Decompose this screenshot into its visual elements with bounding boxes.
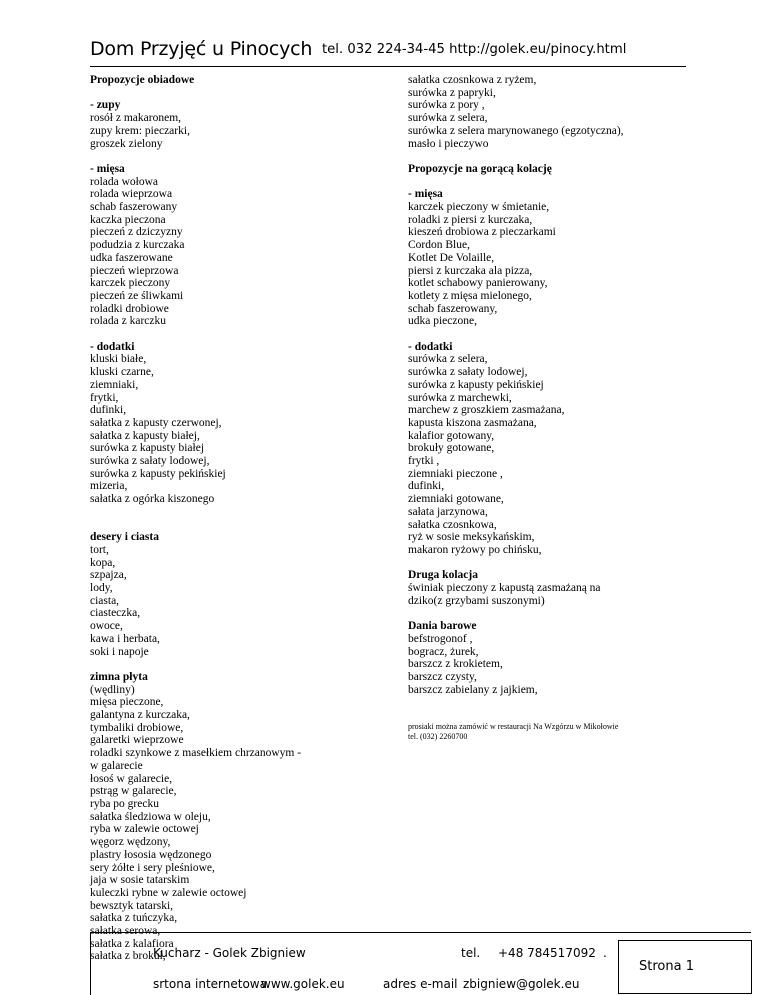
menu-item: surówka z papryki, (408, 86, 496, 99)
sides-heading: - dodatki (90, 340, 135, 353)
menu-item: kluski białe, (90, 353, 147, 366)
header-contact: tel. 032 224-34-45 http://golek.eu/pinocy.html (322, 42, 627, 57)
menu-item: kaczka pieczona (90, 213, 166, 226)
menu-item: pieczeń ze śliwkami (90, 289, 184, 302)
menu-item: Cordon Blue, (408, 239, 470, 252)
page-number-box (618, 940, 752, 994)
menu-item: frytki , (408, 455, 440, 468)
menu-item: karczek pieczony (90, 277, 171, 290)
meats-list (90, 176, 390, 328)
menu-item: frytki, (90, 391, 119, 404)
menu-item: piersi z kurczaka ala pizza, (408, 264, 533, 277)
footer-tel-label: tel. (461, 946, 481, 960)
menu-item: galantyna z kurczaka, (90, 709, 190, 722)
menu-item: sałatka z ogórka kiszonego (90, 493, 215, 506)
menu-item: kuleczki rybne w zalewie octowej (90, 886, 247, 899)
supper-sides-list (408, 353, 698, 556)
sides-list (90, 353, 390, 505)
menu-item: karczek pieczony w śmietanie, (408, 201, 550, 213)
bar-dishes-heading: Dania barowe (408, 620, 477, 633)
supper-sides-heading: - dodatki (408, 340, 453, 353)
menu-item: tort, (90, 543, 109, 556)
menu-item: lody, (90, 582, 113, 595)
menu-item: ryż w sosie meksykańskim, (408, 531, 535, 544)
menu-item: schab faszerowany (90, 201, 178, 213)
menu-item: roladki drobiowe (90, 302, 169, 315)
menu-item: kawa i herbata, (90, 632, 160, 645)
header-title: Dom Przyjęć u Pinocych (90, 38, 313, 60)
menu-item: surówka z selera, (408, 112, 488, 125)
menu-item: w galarecie (90, 759, 143, 772)
menu-item: sałatka serowa, (90, 925, 161, 938)
soups-list (90, 112, 390, 150)
menu-item: kotlet schabowy panierowany, (408, 277, 548, 290)
menu-item: kapusta kiszona zasmażana, (408, 416, 537, 429)
menu-item: rolada wieprzowa (90, 188, 173, 201)
menu-item: sery żółte i sery pleśniowe, (90, 861, 215, 874)
footer-chef: Kucharz - Golek Zbigniew (153, 946, 306, 960)
menu-item: plastry łososia wędzonego (90, 848, 212, 861)
menu-item: barszcz z krokietem, (408, 658, 503, 671)
menu-item: surówka z sałaty lodowej, (90, 455, 210, 468)
menu-item: surówka z kapusty pekińskiej (90, 467, 226, 480)
menu-item: roladki z piersi z kurczaka, (408, 213, 533, 226)
menu-item: ziemniaki pieczone , (408, 467, 503, 480)
menu-item: udka pieczone, (408, 315, 477, 328)
meats-heading: - mięsa (90, 162, 125, 175)
menu-item: galaretki wieprzowe (90, 734, 184, 747)
menu-item: ciasta, (90, 594, 120, 607)
menu-item: łosoś w galarecie, (90, 772, 173, 785)
cold-plate-heading: zimna płyta (90, 670, 148, 683)
menu-item: tymbaliki drobiowe, (90, 721, 184, 734)
menu-item: kotlety z mięsa mielonego, (408, 289, 532, 302)
second-supper-heading: Druga kolacja (408, 569, 478, 582)
menu-item: groszek zielony (90, 137, 163, 150)
menu-item: surówka z kapusty pekińskiej (408, 378, 544, 391)
menu-item: tel. (032) 2260700 (408, 731, 468, 741)
menu-item: makaron ryżowy po chińsku, (408, 543, 542, 556)
footer-dot: . (603, 946, 607, 960)
menu-item: surówka z selera marynowanego (egzotyczna), (408, 124, 624, 137)
menu-item: sałatka czosnkowa z ryżem, (408, 74, 537, 86)
desserts-list (90, 544, 390, 658)
footer-site[interactable]: www.golek.eu (261, 977, 345, 991)
menu-item: Kotlet De Volaille, (408, 251, 495, 264)
menu-item: bogracz, żurek, (408, 645, 479, 658)
menu-item: soki i napoje (90, 645, 149, 658)
menu-item: pstrąg w galarecie, (90, 785, 177, 798)
menu-item: surówka z sałaty lodowej, (408, 366, 528, 379)
menu-item: mizeria, (90, 480, 128, 493)
menu-item: surówka z kapusty białej (90, 442, 205, 455)
soups-heading: - zupy (90, 99, 121, 112)
menu-item: sałatka z kapusty białej, (90, 429, 200, 442)
menu-item: rosół z makaronem, (90, 112, 182, 125)
page-header (90, 38, 686, 67)
menu-item: kalafior gotowany, (408, 429, 495, 442)
menu-item: bewsztyk tatarski, (90, 899, 174, 912)
menu-item: ziemniaki, (90, 378, 139, 391)
menu-item: befstrogonof , (408, 632, 473, 645)
menu-item: sałatka śledziowa w oleju, (90, 810, 211, 823)
menu-item: ryba w zalewie octowej (90, 823, 199, 836)
footer-email[interactable]: zbigniew@golek.eu (463, 977, 580, 991)
pig-order-note (408, 722, 698, 742)
menu-item: surówka z marchewki, (408, 391, 512, 404)
menu-item: kieszeń drobiowa z pieczarkami (408, 226, 556, 239)
menu-item: zupy krem: pieczarki, (90, 124, 190, 137)
menu-item: pieczeń wieprzowa (90, 264, 179, 277)
menu-item: dufinki, (408, 480, 445, 493)
menu-item: dufinki, (90, 404, 127, 417)
supper-meats-list (408, 201, 698, 328)
menu-item: sałatka z tuńczyka, (90, 912, 178, 925)
footer-tel: +48 784517092 (498, 946, 596, 960)
menu-item: dziko(z grzybami suszonymi) (408, 594, 545, 607)
footer-site-label: srtona internetowa (153, 977, 267, 991)
menu-item: marchew z groszkiem zasmażana, (408, 404, 565, 417)
desserts-heading: desery i ciasta (90, 531, 159, 544)
menu-item: węgorz wędzony, (90, 836, 171, 849)
menu-item: sałatka czosnkowa, (408, 518, 497, 531)
cold-plate-list (90, 684, 390, 963)
menu-item: schab faszerowany, (408, 302, 498, 315)
menu-item: sałatka z brokuł, (90, 950, 166, 963)
menu-item: sałatka z kalafiora (90, 937, 174, 950)
second-supper-list (408, 582, 698, 607)
menu-item: brokuły gotowane, (408, 442, 495, 455)
bar-dishes-list (408, 633, 698, 697)
supper-heading: Propozycje na gorącą kolację (408, 162, 552, 175)
lunch-continued-list (408, 74, 698, 150)
left-column (90, 74, 390, 963)
menu-item: rolada z karczku (90, 315, 166, 328)
supper-meats-heading: - mięsa (408, 188, 443, 201)
menu-item: roladki szynkowe z masełkiem chrzanowym - (90, 747, 302, 760)
footer-email-label: adres e-mail (383, 977, 458, 991)
menu-item: kopa, (90, 556, 116, 569)
page-number: Strona 1 (639, 959, 694, 974)
menu-item: sałatka z kapusty czerwonej, (90, 416, 222, 429)
menu-item: świniak pieczony z kapustą zasmażaną na (408, 582, 601, 595)
menu-item: rolada wołowa (90, 175, 159, 188)
menu-item: szpajza, (90, 569, 127, 582)
menu-item: podudzia z kurczaka (90, 239, 185, 252)
menu-item: ryba po grecku (90, 797, 159, 810)
menu-item: barszcz czysty, (408, 670, 477, 683)
menu-item: mięsa pieczone, (90, 696, 164, 709)
menu-item: sałata jarzynowa, (408, 505, 488, 518)
menu-item: jaja w sosie tatarskim (90, 874, 190, 887)
menu-item: barszcz zabielany z jajkiem, (408, 683, 538, 696)
menu-item: ziemniaki gotowane, (408, 493, 504, 506)
menu-item: pieczeń z dziczyzny (90, 226, 183, 239)
menu-item: kluski czarne, (90, 366, 154, 379)
menu-item: udka faszerowane (90, 251, 173, 264)
menu-item: (wędliny) (90, 683, 135, 696)
menu-item: surówka z pory , (408, 99, 485, 112)
menu-item: surówka z selera, (408, 353, 488, 366)
menu-item: owoce, (90, 620, 123, 633)
lunch-heading: Propozycje obiadowe (90, 74, 195, 86)
menu-item: ciasteczka, (90, 607, 141, 620)
menu-item: prosiaki można zamówić w restauracji Na Wzgórzu w Mikołowie (408, 721, 619, 731)
right-column (408, 74, 698, 742)
menu-item: masło i pieczywo (408, 137, 489, 150)
